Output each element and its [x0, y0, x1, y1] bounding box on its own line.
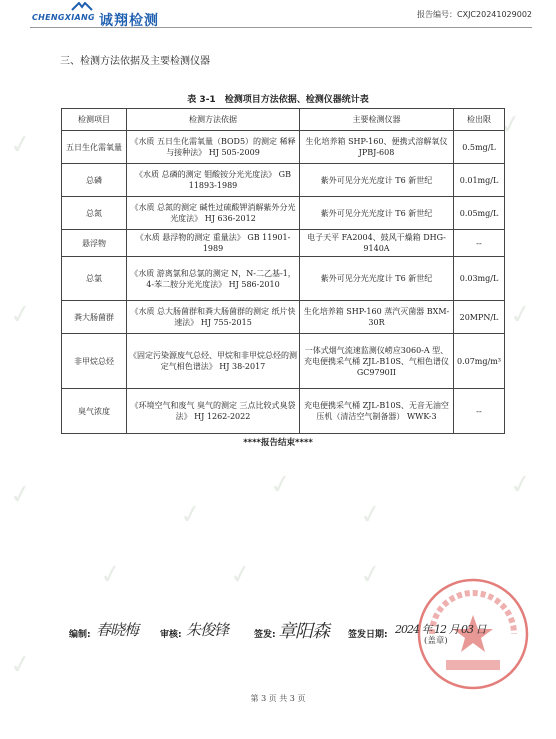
header-method: 检测方法依据 [127, 109, 300, 131]
cell-item: 非甲烷总烃 [62, 334, 127, 389]
table-row [62, 389, 505, 434]
cell-limit: 0.05mg/L [454, 197, 505, 230]
reviewer-label: 审核: [160, 630, 182, 640]
cell-method: 《水质 游离氯和总氯的测定 N，N-二乙基-1，4-苯二胺分光光度法》 HJ 586-2010 [127, 257, 300, 301]
page-header [0, 0, 556, 30]
table-row [62, 230, 505, 257]
report-end-mark: ****报告结束**** [243, 438, 313, 448]
watermark-icon: ✓ [97, 558, 125, 592]
cell-method: 《固定污染源废气总烃、甲烷和非甲烷总烃的测定气相色谱法》 HJ 38-2017 [127, 334, 300, 389]
report-number: 报告编号：CXJC20241029002 [417, 10, 532, 19]
cell-item: 臭气浓度 [62, 389, 127, 434]
compiler-signature: 春晓梅 [96, 621, 139, 639]
cell-method: 《环境空气和废气 臭气的测定 三点比较式臭袋法》 HJ 1262-2022 [127, 389, 300, 434]
watermark-icon: ✓ [267, 468, 295, 502]
watermark-icon: ✓ [7, 648, 35, 682]
table-row [62, 334, 505, 389]
cell-item: 总磷 [62, 164, 127, 197]
table-row [62, 257, 505, 301]
header-divider [30, 27, 532, 28]
watermark-icon: ✓ [7, 478, 35, 512]
watermark-icon: ✓ [357, 558, 385, 592]
cell-limit: 20MPN/L [454, 301, 505, 334]
header-limit: 检出限 [454, 109, 505, 131]
company-logo [32, 2, 172, 29]
compiler-label: 编制: [69, 630, 91, 640]
header-item: 检测项目 [62, 109, 127, 131]
watermark-icon: ✓ [497, 108, 525, 142]
reviewer-signature: 朱俊锋 [186, 621, 229, 639]
cell-instrument: 紫外可见分光光度计 T6 新世纪 [300, 197, 454, 230]
watermark-icon: ✓ [357, 498, 385, 532]
cell-limit: 0.03mg/L [454, 257, 505, 301]
issue-date-label: 签发日期: [348, 630, 388, 640]
cell-item: 总氮 [62, 197, 127, 230]
table-caption: 表 3-1 检测项目方法依据、检测仪器统计表 [187, 95, 369, 105]
cell-method: 《水质 五日生化需氧量（BOD5）的测定 稀释与接种法》 HJ 505-2009 [127, 131, 300, 164]
logo-mark-icon [70, 2, 94, 12]
seal-note: (盖章) [424, 636, 448, 646]
cell-limit: 0.07mg/m³ [454, 334, 505, 389]
issuer-label: 签发: [254, 630, 276, 640]
cell-method: 《水质 总氮的测定 碱性过硫酸钾消解紫外分光光度法》 HJ 636-2012 [127, 197, 300, 230]
table-header-row [62, 109, 505, 131]
section-title: 三、检测方法依据及主要检测仪器 [60, 56, 210, 67]
watermark-icon: ✓ [7, 128, 35, 162]
cell-method: 《水质 总大肠菌群和粪大肠菌群的测定 纸片快速法》 HJ 755-2015 [127, 301, 300, 334]
signature-row [0, 617, 556, 657]
watermark-icon: ✓ [7, 298, 35, 332]
table-row [62, 197, 505, 230]
cell-limit: -- [454, 389, 505, 434]
cell-instrument: 生化培养箱 SHP-160、便携式溶解氧仪 JPBJ-608 [300, 131, 454, 164]
cell-item: 悬浮物 [62, 230, 127, 257]
cell-method: 《水质 总磷的测定 钼酸铵分光光度法》 GB 11893-1989 [127, 164, 300, 197]
watermark-icon: ✓ [227, 558, 255, 592]
logo-chinese-text: 诚翔检测 [99, 13, 159, 29]
cell-limit: -- [454, 230, 505, 257]
page-number: 第 3 页 共 3 页 [250, 694, 306, 703]
cell-instrument: 充电便携采气桶 ZJL-B10S、无音无油空压机（清洁空气制备器） WWK-3 [300, 389, 454, 434]
table-row [62, 131, 505, 164]
watermark-icon: ✓ [507, 468, 535, 502]
cell-method: 《水质 悬浮物的测定 重量法》 GB 11901-1989 [127, 230, 300, 257]
logo-latin-text: CHENGXIANG [32, 13, 95, 22]
cell-instrument: 电子天平 FA2004、鼓风干燥箱 DHG-9140A [300, 230, 454, 257]
watermark-icon: ✓ [507, 298, 535, 332]
cell-instrument: 一体式烟气流速监测仪崂应3060-A 型、充电便携采气桶 ZJL-B10S、气相色谱仪 GC9790II [300, 334, 454, 389]
header-instrument: 主要检测仪器 [300, 109, 454, 131]
table-row [62, 164, 505, 197]
cell-instrument: 紫外可见分光光度计 T6 新世纪 [300, 257, 454, 301]
table-row [62, 301, 505, 334]
cell-item: 总氯 [62, 257, 127, 301]
cell-item: 五日生化需氧量 [62, 131, 127, 164]
watermark-icon: ✓ [177, 498, 205, 532]
issuer-signature: 章阳森 [278, 621, 329, 642]
issue-date-value: 2024 年 12 月 03 日 [395, 623, 486, 636]
cell-instrument: 紫外可见分光光度计 T6 新世纪 [300, 164, 454, 197]
methods-table [61, 108, 505, 434]
cell-instrument: 生化培养箱 SHP-160 蒸汽灭菌器 BXM-30R [300, 301, 454, 334]
cell-limit: 0.5mg/L [454, 131, 505, 164]
cell-item: 粪大肠菌群 [62, 301, 127, 334]
cell-limit: 0.01mg/L [454, 164, 505, 197]
